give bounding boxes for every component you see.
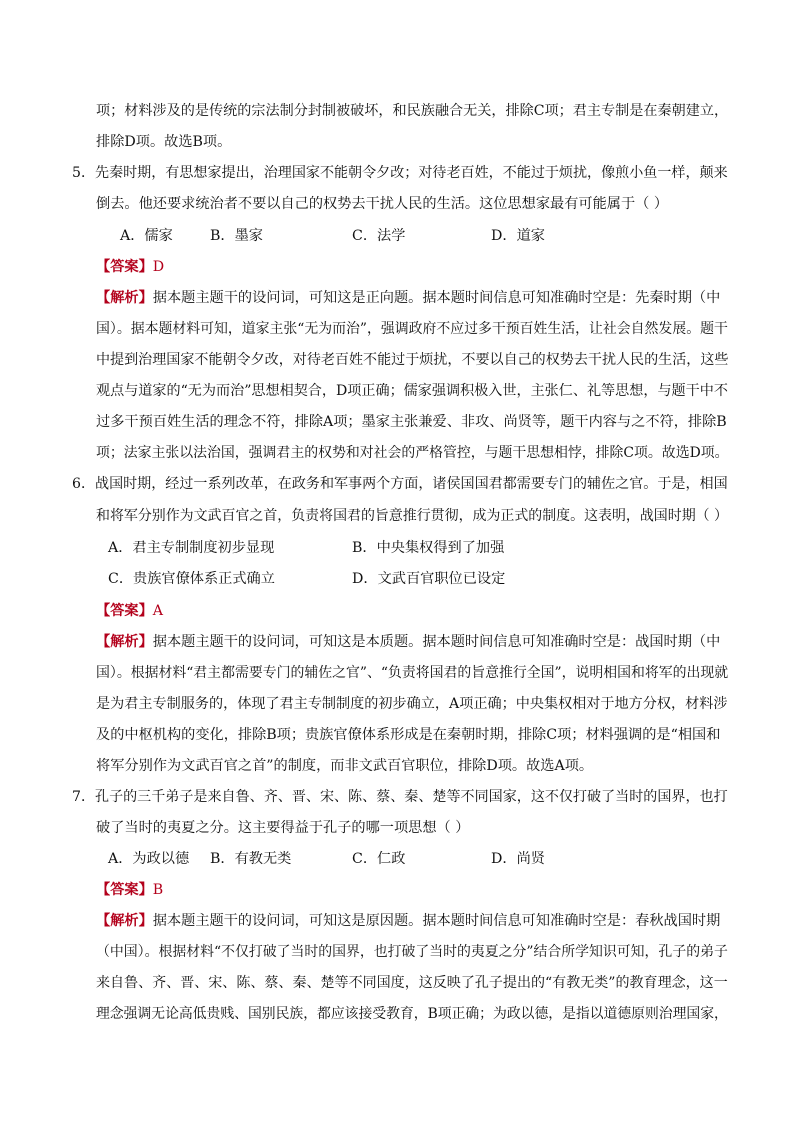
question-5-number: 5． bbox=[72, 165, 96, 181]
question-6-answer-value: A bbox=[152, 603, 164, 619]
question-6-option-c: C．贵族官僚体系正式确立 bbox=[108, 571, 275, 587]
question-5-analysis-line-1 bbox=[96, 288, 720, 308]
question-6-answer bbox=[96, 601, 163, 621]
question-7-option-a: A．为政以德 bbox=[108, 851, 190, 867]
question-7-analysis-line-4: 理念强调无论高低贵贱、国别民族，都应该接受教育，B项正确；为政以德，是指以道德原则治理国家， bbox=[96, 1006, 728, 1022]
question-5-analysis-text-1: 据本题主题干的设问词，可知这是正向题。据本题时间信息可知准确时空是：先秦时期（中 bbox=[152, 290, 721, 306]
question-5-analysis-line-3: 中提到治理国家不能朝令夕改，对待老百姓不能过于烦扰，不要以自己的权势去干扰人民的生活，这些 bbox=[96, 352, 729, 368]
question-5-answer-value: D bbox=[152, 259, 165, 275]
question-5-stem-text-1: 先秦时期，有思想家提出，治理国家不能朝令夕改；对待老百姓，不能过于烦扰，像煎小鱼一样，颠来 bbox=[95, 165, 728, 181]
question-6-analysis-line-3: 是为君主专制服务的，体现了君主专制制度的初步确立，A项正确；中央集权相对于地方分权，材料涉 bbox=[96, 696, 728, 712]
question-7-analysis-line-2: （中国）。根据材料“不仅打破了当时的国界，也打破了当时的夷夏之分”结合所学知识可知，孔子的弟子 bbox=[96, 944, 728, 960]
question-5-analysis-line-5: 过多干预百姓生活的理念不符，排除A项；墨家主张兼爱、非攻、尚贤等，题干内容与之不符，排除B bbox=[96, 414, 727, 430]
question-6-stem-line-1 bbox=[72, 474, 728, 494]
question-5-option-a: A．儒家 bbox=[120, 228, 173, 244]
question-7-analysis-line-1 bbox=[96, 911, 720, 931]
question-6-option-b: B．中央集权得到了加强 bbox=[352, 540, 505, 556]
question-7-number: 7． bbox=[72, 789, 96, 805]
question-6-analysis-line-4: 及的中枢机构的变化，排除B项；贵族官僚体系形成是在秦朝时期，排除C项；材料强调的是“相国和 bbox=[96, 727, 721, 743]
question-6-analysis-text-1: 据本题主题干的设问词，可知这是本质题。据本题时间信息可知准确时空是：战国时期（中 bbox=[152, 634, 721, 650]
question-5-analysis-label: 【解析】 bbox=[96, 290, 153, 306]
continuation-line-1: 项；材料涉及的是传统的宗法制分封制被破坏，和民族融合无关，排除C项；君主专制是在秦朝建立， bbox=[96, 103, 729, 119]
question-5-stem-line-2: 倒去。他还要求统治者不要以自己的权势去干扰人民的生活。这位思想家最有可能属于（ ） bbox=[96, 196, 669, 212]
question-6-stem-text-1: 战国时期，经过一系列改革，在政务和军事两个方面，诸侯国国君都需要专门的辅佐之官。于是，相国 bbox=[95, 476, 728, 492]
question-6-answer-label: 【答案】 bbox=[96, 603, 153, 619]
question-7-analysis-line-3: 来自鲁、齐、晋、宋、陈、蔡、秦、楚等不同国度，这反映了孔子提出的“有教无类”的教育理念，这一 bbox=[96, 975, 728, 991]
question-6-number: 6． bbox=[72, 476, 96, 492]
question-7-stem-line-2: 破了当时的夷夏之分。这主要得益于孔子的哪一项思想（ ） bbox=[96, 820, 470, 836]
continuation-line-2: 排除D项。故选B项。 bbox=[96, 134, 232, 150]
question-7-analysis-label: 【解析】 bbox=[96, 913, 153, 929]
question-5-option-c: C．法学 bbox=[352, 228, 406, 244]
question-6-analysis-line-2: 国）。根据材料“君主都需要专门的辅佐之官”、“负责将国君的旨意推行全国”，说明相国和将军的出现就 bbox=[96, 665, 729, 681]
question-5-option-d: D．道家 bbox=[491, 228, 545, 244]
question-7-option-b: B．有教无类 bbox=[210, 851, 292, 867]
question-7-option-c: C．仁政 bbox=[352, 851, 406, 867]
question-6-stem-line-2: 和将军分别作为文武百官之首，负责将国君的旨意推行贯彻，成为正式的制度。这表明，战国时期（ ） bbox=[96, 508, 728, 524]
question-5-answer bbox=[96, 257, 164, 277]
question-6-option-d: D．文武百官职位已设定 bbox=[352, 571, 506, 587]
question-6-analysis-line-5: 将军分别作为文武百官之首”的制度，而非文武百官职位，排除D项。故选A项。 bbox=[96, 758, 594, 774]
question-7-answer-value: B bbox=[152, 882, 164, 898]
question-7-answer-label: 【答案】 bbox=[96, 882, 153, 898]
question-7-stem-line-1 bbox=[72, 787, 728, 807]
question-7-analysis-text-1: 据本题主题干的设问词，可知这是原因题。据本题时间信息可知准确时空是：春秋战国时期 bbox=[152, 913, 721, 929]
question-7-answer bbox=[96, 880, 163, 900]
question-5-stem-line-1 bbox=[72, 163, 728, 183]
question-5-answer-label: 【答案】 bbox=[96, 259, 153, 275]
question-5-analysis-line-4: 观点与道家的“无为而治”思想相契合，D项正确；儒家强调积极入世，主张仁、礼等思想，与题干中不 bbox=[96, 383, 728, 399]
question-6-analysis-line-1 bbox=[96, 632, 720, 652]
question-6-option-a: A．君主专制制度初步显现 bbox=[108, 540, 275, 556]
question-5-analysis-line-2: 国）。据本题材料可知，道家主张“无为而治”，强调政府不应过多干预百姓生活，让社会自然发展。题干 bbox=[96, 321, 728, 337]
question-7-option-d: D．尚贤 bbox=[491, 851, 545, 867]
question-6-analysis-label: 【解析】 bbox=[96, 634, 153, 650]
question-5-option-b: B．墨家 bbox=[210, 228, 263, 244]
question-5-analysis-line-6: 项；法家主张以法治国，强调君主的权势和对社会的严格管控，与题干思想相悖，排除C项。故选D项。 bbox=[96, 445, 729, 461]
question-7-stem-text-1: 孔子的三千弟子是来自鲁、齐、晋、宋、陈、蔡、秦、楚等不同国家，这不仅打破了当时的国界，也打 bbox=[95, 789, 728, 805]
